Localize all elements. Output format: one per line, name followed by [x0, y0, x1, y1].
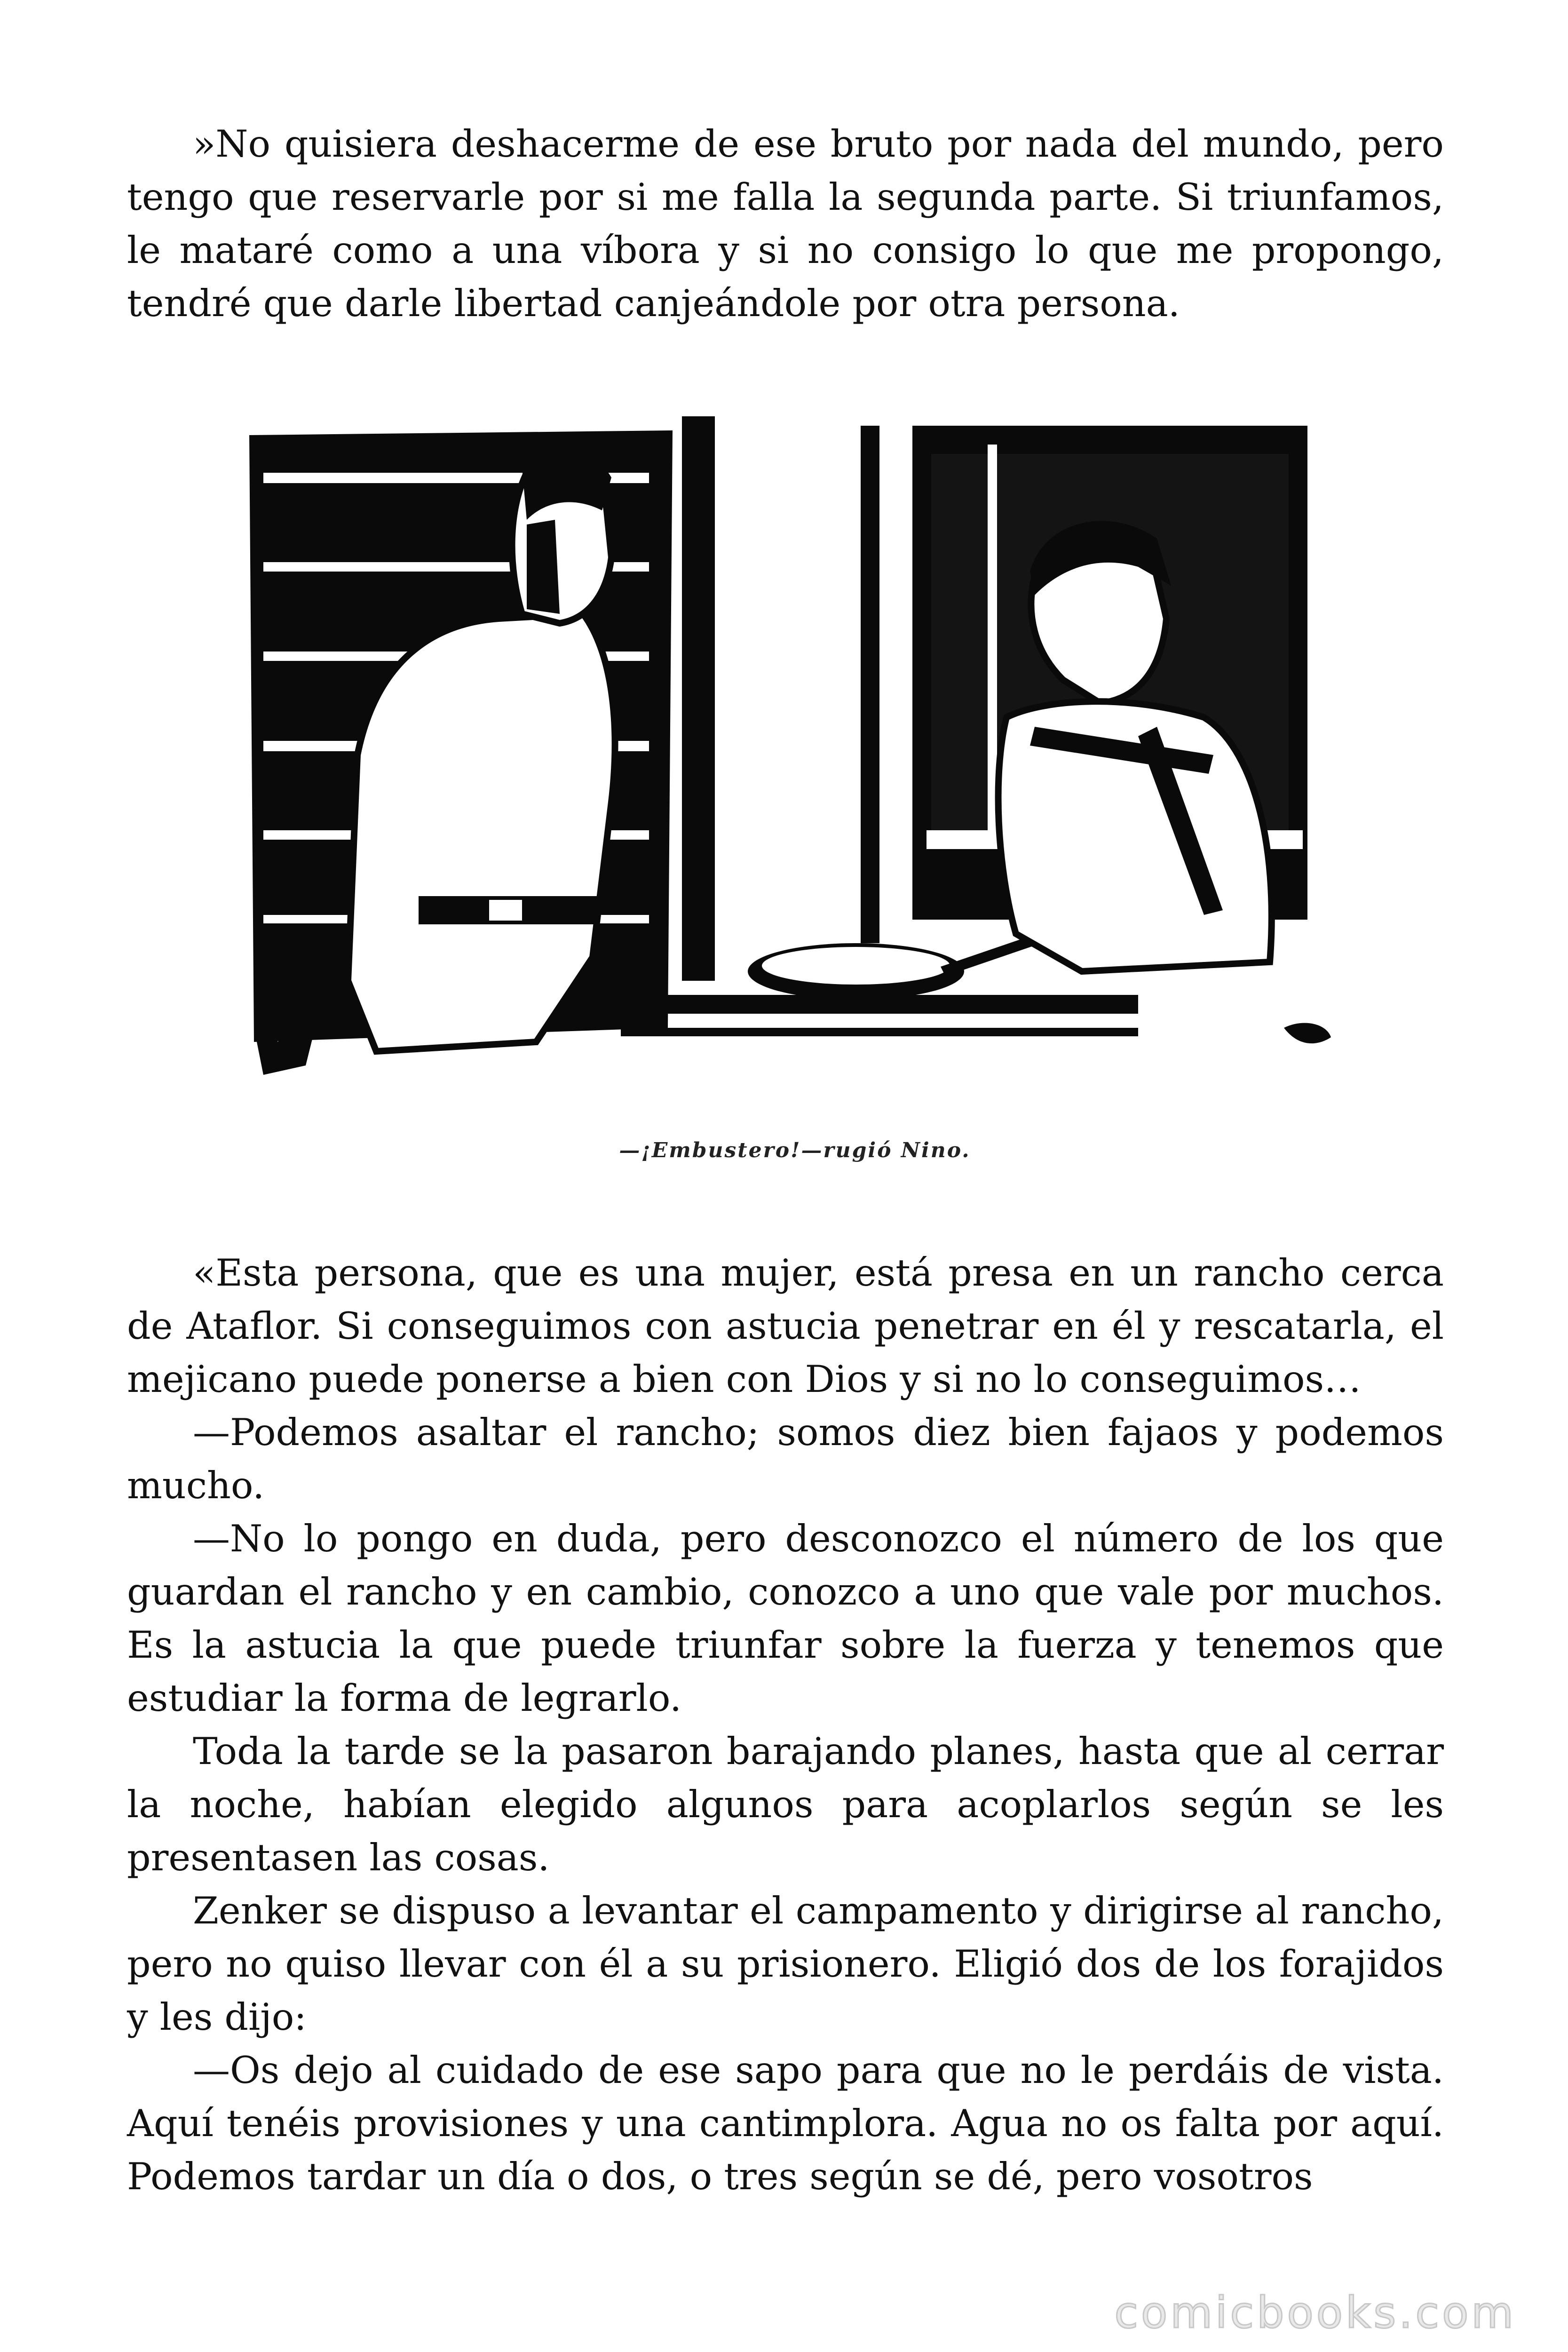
watermark: comicbooks.com: [1114, 2288, 1516, 2338]
paragraph-2: —Podemos asaltar el rancho; somos diez bien fajaos y podemos mucho.: [127, 1411, 1444, 1507]
paragraph-4: Toda la tarde se la pasaron barajando planes, hasta que al cerrar la noche, habían elegido algunos para acoplarlos según se les presentasen las cosas.: [127, 1730, 1444, 1879]
paragraph-1: «Esta persona, que es una mujer, está presa en un rancho cerca de Ataflor. Si conseguimos con astucia penetrar en él y rescatarla, el mejicano puede ponerse a bien con Dios y si no lo conseguimos…: [127, 1251, 1444, 1401]
top-text: [127, 118, 1444, 330]
illustration-caption: —¡Embustero!—rugió Nino.: [619, 1138, 971, 1162]
body-text: [127, 1247, 1444, 2203]
paragraph-6: —Os dejo al cuidado de ese sapo para que no le perdáis de vista. Aquí tenéis provisiones y una cantimplora. Agua no os falta por aquí. Podemos tardar un día o dos, o tres según se dé, pero vosotros: [127, 2049, 1444, 2198]
paragraph-opening: »No quisiera deshacerme de ese bruto por nada del mundo, pero tengo que reservarle por si me falla la segunda parte. Si triunfamos, le mataré como a una víbora y si no consigo lo que me propongo, tendré que darle libertad canjeándole por otra persona.: [127, 122, 1444, 325]
paragraph-5: Zenker se dispuso a levantar el campamento y dirigirse al rancho, pero no quiso llevar con él a su prisionero. Eligió dos de los forajidos y les dijo:: [127, 1889, 1444, 2039]
illustration-drawing: [235, 416, 1354, 1094]
illustration: [235, 416, 1354, 1094]
paragraph-3: —No lo pongo en duda, pero desconozco el número de los que guardan el rancho y en cambio, conozco a uno que vale por muchos. Es la astucia la que puede triunfar sobre la fuerza y tenemos que estudiar la forma de legrarlo.: [127, 1517, 1444, 1720]
